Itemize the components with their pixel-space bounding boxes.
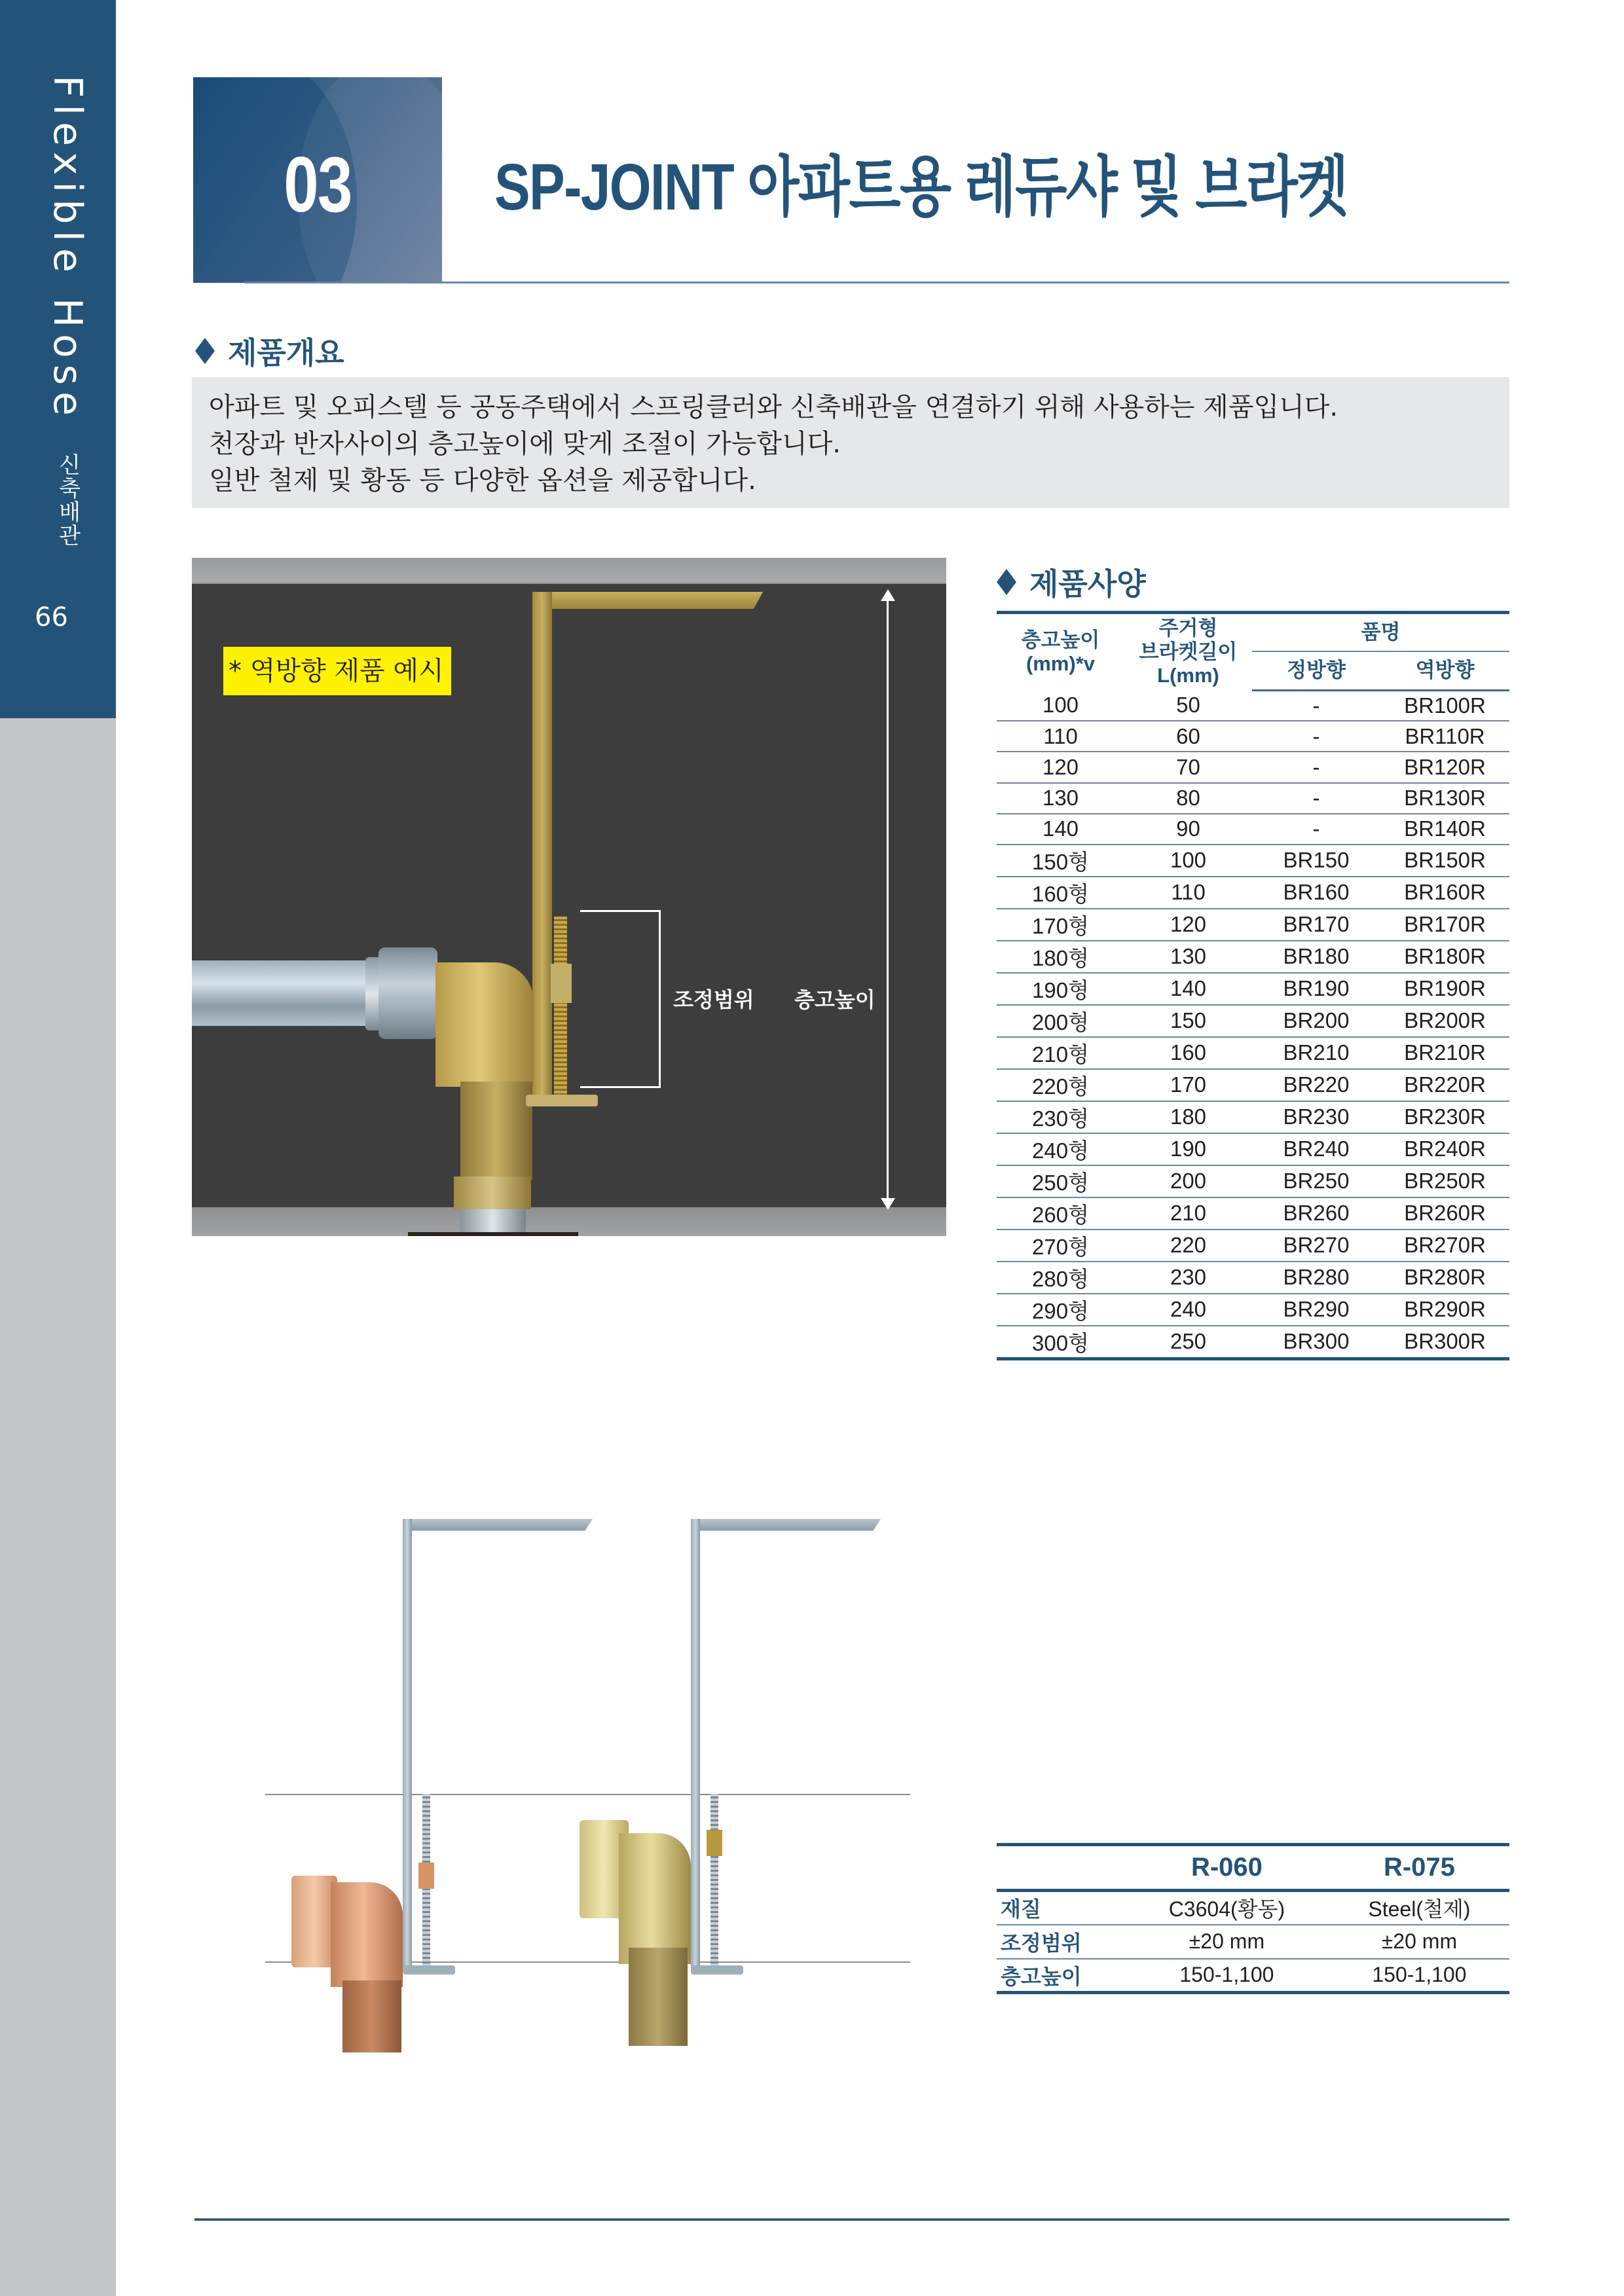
sidebar-subtitle: 신축배관: [54, 453, 81, 548]
spec-cell-height: 120: [997, 752, 1124, 782]
spec-cell-length: 170: [1124, 1069, 1252, 1101]
spec-cell-reverse: BR160R: [1380, 877, 1509, 909]
reducer-hex: [454, 1176, 531, 1209]
spec-table-row: [997, 1005, 1509, 1037]
spec-cell-length: 240: [1124, 1294, 1252, 1326]
union-nut: [378, 947, 437, 1039]
spec-cell-length: 70: [1124, 752, 1252, 782]
col-header-text: (mm)*v: [1025, 652, 1096, 675]
arrow-up-icon: [881, 589, 895, 601]
spec-cell-height: 150형: [997, 845, 1124, 877]
model-row-material: [997, 1891, 1509, 1925]
spec-cell-reverse: BR210R: [1380, 1037, 1509, 1069]
flexible-pipe: [192, 960, 382, 1026]
cell-r060: C3604(황동): [1124, 1891, 1329, 1925]
spec-cell-length: 90: [1124, 814, 1252, 845]
spec-table-row: [997, 1133, 1509, 1165]
spec-cell-length: 150: [1124, 1005, 1252, 1037]
spec-cell-reverse: BR240R: [1380, 1133, 1509, 1165]
spec-cell-forward: BR150: [1252, 845, 1380, 877]
model-row-adjust-range: [997, 1925, 1509, 1959]
reverse-example-note: * 역방향 제품 예시: [223, 647, 451, 695]
copper-elbow: [331, 1882, 403, 1987]
spec-cell-height: 210형: [997, 1037, 1124, 1069]
reducer-drop: [460, 1082, 532, 1180]
col-header-text: 브라켓길이: [1139, 640, 1238, 663]
spec-cell-height: 240형: [997, 1133, 1124, 1165]
spec-cell-length: 80: [1124, 783, 1252, 814]
spec-cell-reverse: BR250R: [1380, 1165, 1509, 1197]
overview-line: 천장과 반자사이의 층고높이에 맞게 조절이 가능합니다.: [209, 429, 841, 459]
spec-cell-height: 160형: [997, 877, 1124, 909]
spec-table-row: [997, 752, 1509, 782]
section-number-box: [193, 77, 442, 283]
spec-table-row: [997, 1262, 1509, 1294]
spec-cell-height: 220형: [997, 1069, 1124, 1101]
spec-cell-forward: -: [1252, 752, 1380, 782]
brass-hex: [629, 1948, 688, 2046]
col-header-text: L(mm): [1157, 664, 1219, 687]
cell-r075: ±20 mm: [1329, 1925, 1509, 1959]
page-number: 66: [35, 602, 68, 632]
spec-cell-length: 130: [1124, 941, 1252, 973]
adjust-range-label: 조정범위: [673, 987, 754, 1012]
spec-cell-forward: BR230: [1252, 1101, 1380, 1133]
spec-cell-length: 120: [1124, 909, 1252, 941]
spec-cell-height: 140: [997, 814, 1124, 845]
spec-cell-reverse: BR300R: [1380, 1326, 1509, 1359]
spec-table-row: [997, 1165, 1509, 1197]
spec-cell-length: 180: [1124, 1101, 1252, 1133]
col-header-text: 주거형: [1158, 617, 1218, 640]
spec-cell-reverse: BR190R: [1380, 973, 1509, 1005]
spec-cell-height: 280형: [997, 1262, 1124, 1294]
row-label: 조정범위: [997, 1925, 1124, 1959]
spec-cell-length: 140: [1124, 973, 1252, 1005]
cell-r060: 150-1,100: [1124, 1959, 1329, 1993]
ceiling-height-label: 층고높이: [794, 987, 876, 1012]
overview-heading-text: 제품개요: [228, 335, 344, 371]
threaded-rod: [710, 1794, 718, 1971]
spec-cell-length: 220: [1124, 1230, 1252, 1262]
spec-table-row: [997, 845, 1509, 877]
product-render: [265, 1506, 910, 2030]
spec-table-row: [997, 690, 1509, 721]
spec-cell-height: 110: [997, 721, 1124, 752]
spec-cell-length: 110: [1124, 877, 1252, 909]
cell-r075: Steel(철제): [1329, 1891, 1509, 1925]
sidebar-lower: [0, 718, 116, 2296]
spec-cell-reverse: BR110R: [1380, 721, 1509, 752]
spec-cell-forward: BR280: [1252, 1262, 1380, 1294]
spec-cell-length: 50: [1124, 690, 1252, 721]
bracket-vertical-arm: [403, 1519, 412, 1971]
rod-collar: [551, 964, 572, 1003]
spec-cell-forward: BR170: [1252, 909, 1380, 941]
spec-cell-reverse: BR120R: [1380, 752, 1509, 782]
spec-cell-reverse: BR180R: [1380, 941, 1509, 973]
spec-table-row: [997, 877, 1509, 909]
spec-cell-height: 290형: [997, 1294, 1124, 1326]
threaded-rod: [554, 917, 567, 1100]
col-header-forward: 정방향: [1252, 651, 1380, 690]
spec-cell-height: 130: [997, 783, 1124, 814]
spec-cell-forward: BR240: [1252, 1133, 1380, 1165]
spec-cell-height: 300형: [997, 1326, 1124, 1359]
reducer-elbow: [435, 962, 534, 1087]
spec-cell-reverse: BR150R: [1380, 845, 1509, 877]
spec-cell-forward: -: [1252, 814, 1380, 845]
footer-divider: [194, 2218, 1509, 2221]
bracket-vertical-arm: [532, 592, 552, 1102]
spec-cell-reverse: BR230R: [1380, 1101, 1509, 1133]
model-row-ceiling-height: [997, 1959, 1509, 1993]
spec-cell-forward: BR260: [1252, 1197, 1380, 1230]
spec-cell-length: 190: [1124, 1133, 1252, 1165]
spec-cell-reverse: BR280R: [1380, 1262, 1509, 1294]
spec-cell-forward: BR290: [1252, 1294, 1380, 1326]
spec-table-row: [997, 721, 1509, 752]
spec-cell-reverse: BR220R: [1380, 1069, 1509, 1101]
sprinkler-plate: [408, 1232, 578, 1236]
spec-table-row: [997, 909, 1509, 941]
spec-cell-reverse: BR270R: [1380, 1230, 1509, 1262]
spec-table-row: [997, 973, 1509, 1005]
spec-table-row: [997, 814, 1509, 845]
col-header-reverse: 역방향: [1380, 651, 1509, 690]
copper-hex: [342, 1980, 401, 2052]
spec-cell-height: 170형: [997, 909, 1124, 941]
spec-cell-forward: BR220: [1252, 1069, 1380, 1101]
spec-cell-forward: BR160: [1252, 877, 1380, 909]
spec-table-row: [997, 1069, 1509, 1101]
spec-table-row: [997, 783, 1509, 814]
model-col-r075: R-075: [1329, 1845, 1509, 1891]
spec-cell-height: 180형: [997, 941, 1124, 973]
row-label: 층고높이: [997, 1959, 1124, 1993]
bracket-top-arm: [403, 1519, 593, 1531]
spec-cell-length: 160: [1124, 1037, 1252, 1069]
overview-line: 아파트 및 오피스텔 등 공동주택에서 스프링클러와 신축배관을 연결하기 위해 사용하는 제품입니다.: [209, 392, 1338, 422]
bracket-top-arm: [532, 592, 763, 609]
brass-elbow: [619, 1833, 691, 1964]
spec-table-row: [997, 1037, 1509, 1069]
spec-table-row: [997, 1294, 1509, 1326]
spec-cell-length: 100: [1124, 845, 1252, 877]
rod-washer: [691, 1965, 743, 1975]
spec-cell-length: 250: [1124, 1326, 1252, 1359]
spec-cell-forward: -: [1252, 690, 1380, 721]
spec-cell-forward: BR210: [1252, 1037, 1380, 1069]
rod-collar: [418, 1863, 434, 1889]
spec-cell-forward: BR190: [1252, 973, 1380, 1005]
rod-collar: [707, 1830, 722, 1856]
bracket-top-arm: [691, 1519, 881, 1531]
spec-cell-height: 200형: [997, 1005, 1124, 1037]
spec-heading-text: 제품사양: [1029, 566, 1146, 602]
installation-diagram: [192, 558, 946, 1236]
overview-heading: [195, 329, 344, 373]
spec-cell-reverse: BR290R: [1380, 1294, 1509, 1326]
spec-table: [997, 611, 1509, 1360]
spec-cell-length: 230: [1124, 1262, 1252, 1294]
cell-r075: 150-1,100: [1329, 1959, 1509, 1993]
model-col-r060: R-060: [1124, 1845, 1329, 1891]
spec-cell-length: 60: [1124, 721, 1252, 752]
spec-cell-reverse: BR100R: [1380, 690, 1509, 721]
spec-cell-forward: BR300: [1252, 1326, 1380, 1359]
spec-cell-forward: -: [1252, 721, 1380, 752]
model-col-blank: [997, 1845, 1124, 1891]
spec-cell-height: 250형: [997, 1165, 1124, 1197]
diamond-bullet-icon: [195, 338, 215, 364]
section-number: 03: [284, 141, 352, 228]
col-header-bracket-length: [1124, 613, 1252, 691]
spec-cell-reverse: BR200R: [1380, 1005, 1509, 1037]
spec-cell-length: 210: [1124, 1197, 1252, 1230]
spec-table-row: [997, 941, 1509, 973]
spec-cell-height: 100: [997, 690, 1124, 721]
height-dimension-line: [887, 594, 889, 1201]
spec-table-row: [997, 1197, 1509, 1230]
overview-text-box: [192, 377, 1509, 508]
cell-r060: ±20 mm: [1124, 1925, 1329, 1959]
header-divider: [244, 282, 1509, 283]
col-header-height: [997, 613, 1124, 691]
spec-cell-height: 270형: [997, 1230, 1124, 1262]
spec-cell-height: 230형: [997, 1101, 1124, 1133]
spec-cell-forward: BR180: [1252, 941, 1380, 973]
sidebar-title: [25, 75, 90, 547]
adjust-range-bracket: [580, 910, 661, 1088]
spec-cell-height: 260형: [997, 1197, 1124, 1230]
overview-line: 일반 철제 및 황동 등 다양한 옵션을 제공합니다.: [209, 465, 756, 496]
spec-cell-reverse: BR260R: [1380, 1197, 1509, 1230]
spec-cell-reverse: BR170R: [1380, 909, 1509, 941]
spec-cell-reverse: BR140R: [1380, 814, 1509, 845]
spec-heading: [997, 560, 1146, 604]
spec-table-row: [997, 1326, 1509, 1359]
spec-table-row: [997, 1230, 1509, 1262]
spec-table-row: [997, 1101, 1509, 1133]
arrow-down-icon: [881, 1198, 895, 1210]
ceiling-line: [265, 1794, 910, 1795]
spec-cell-forward: BR200: [1252, 1005, 1380, 1037]
bracket-vertical-arm: [691, 1519, 700, 1971]
ceiling-slab: [192, 558, 946, 584]
spec-cell-forward: BR250: [1252, 1165, 1380, 1197]
spec-cell-forward: BR270: [1252, 1230, 1380, 1262]
spec-cell-forward: -: [1252, 783, 1380, 814]
page-title: SP-JOINT 아파트용 레듀샤 및 브라켓: [494, 151, 1348, 224]
diamond-bullet-icon: [997, 569, 1016, 595]
rod-washer: [403, 1965, 455, 1975]
model-table: [997, 1843, 1509, 1994]
sidebar-title-text: Flexible Hose: [45, 75, 90, 422]
col-header-product-name: 품명: [1252, 613, 1509, 652]
col-header-text: 층고높이: [1021, 629, 1100, 651]
row-label: 재질: [997, 1891, 1124, 1925]
spec-cell-length: 200: [1124, 1165, 1252, 1197]
spec-cell-reverse: BR130R: [1380, 783, 1509, 814]
rod-washer: [526, 1095, 598, 1106]
spec-cell-height: 190형: [997, 973, 1124, 1005]
